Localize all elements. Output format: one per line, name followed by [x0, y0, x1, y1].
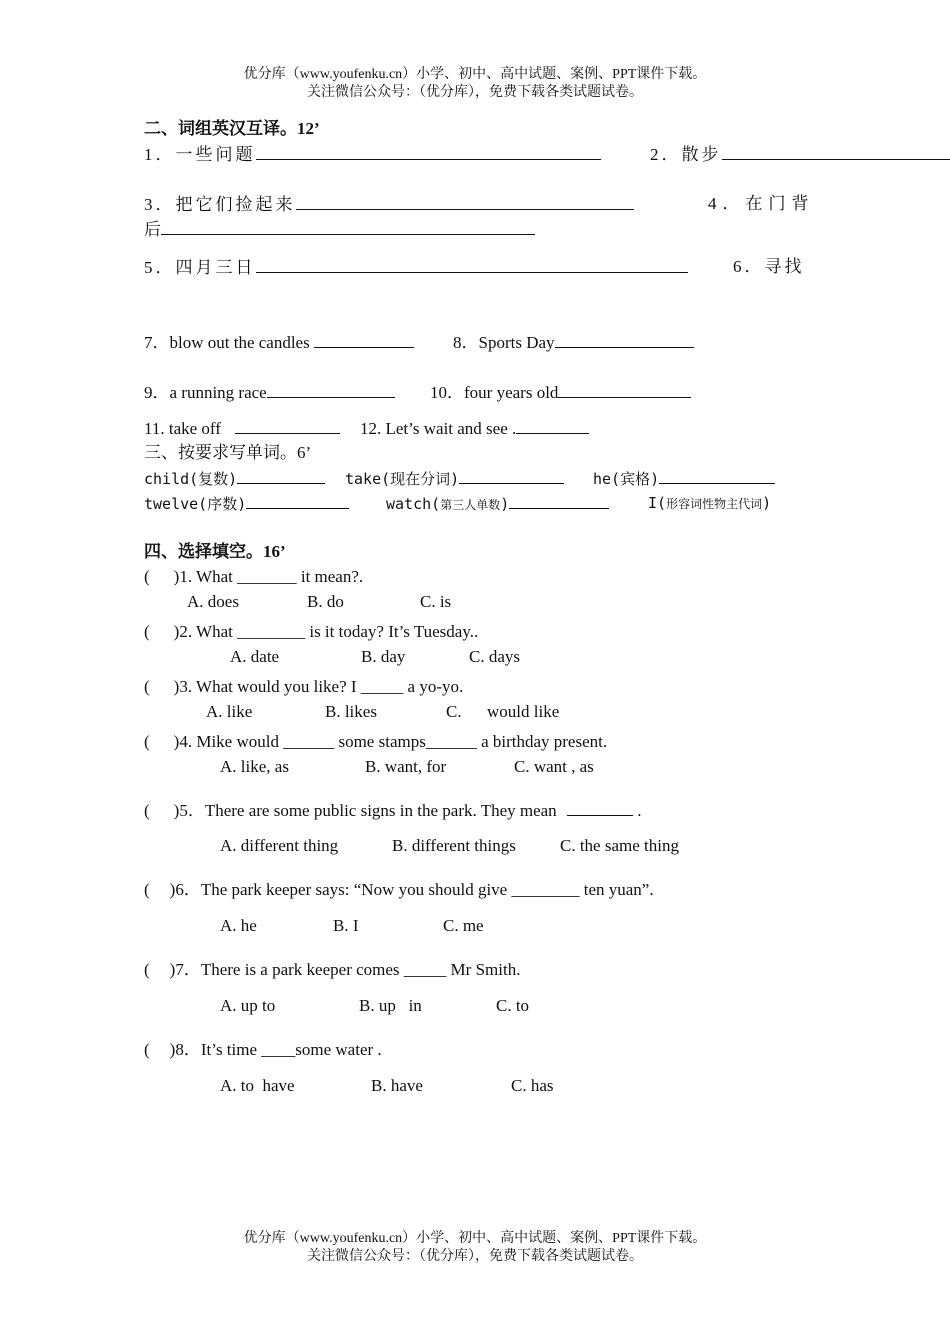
q5-stem: ( )5．There are some public signs in the park. They mean .	[144, 801, 642, 820]
section4-title: 四、选择填空。16’	[144, 542, 286, 561]
q7-option-c: C. to	[496, 996, 530, 1015]
q2-option-a: A. date	[230, 647, 280, 666]
s2-item-5: 5．四月三日	[144, 256, 688, 279]
q8-option-b: B. have	[371, 1076, 423, 1095]
s3-watch: watch(第三人单数)	[386, 492, 609, 516]
q6-option-a: A. he	[220, 916, 257, 935]
q4-option-a: A. like, as	[220, 757, 289, 776]
s2-item-6: 6．寻找	[733, 257, 805, 276]
q8-option-a: A. to have	[220, 1076, 295, 1095]
q6-option-c: C. me	[443, 916, 484, 935]
q6-stem: ( )6．The park keeper says: “Now you should give ________ ten yuan”.	[144, 880, 654, 899]
s2-item-7: 7．blow out the candles	[144, 331, 414, 354]
q7-stem: ( )7．There is a park keeper comes _____ Mr Smith.	[144, 960, 521, 979]
s3-he: he(宾格)	[593, 467, 775, 490]
q5-option-a: A. different thing	[220, 836, 339, 855]
q2-option-b: B. day	[361, 647, 406, 666]
s3-take: take(现在分词)	[345, 467, 564, 490]
s2-item-1: 1．一些问题	[144, 143, 601, 166]
page-footer-line1: 优分库（www.youfenku.cn）小学、初中、高中试题、案例、PPT课件下载。	[243, 1231, 707, 1246]
s2-item-2: 2．散步	[650, 143, 950, 166]
q1-stem: ( )1. What _______ it mean?.	[144, 567, 364, 586]
q1-option-a: A. does	[187, 592, 239, 611]
s2-item-4: 4．在门背	[708, 194, 815, 213]
q2-stem: ( )2. What ________ is it today? It’s Tuesday..	[144, 622, 479, 641]
q4-option-c: C. want , as	[514, 757, 594, 776]
s2-item-10: 10．four years old	[430, 381, 691, 404]
page-footer-line2: 关注微信公众号：（优分库），免费下载各类试题试卷。	[307, 1249, 643, 1264]
s2-item-12: 12. Let’s wait and see .	[360, 417, 589, 440]
q8-stem: ( )8．It’s time ____some water .	[144, 1040, 382, 1059]
q3-option-b: B. likes	[325, 702, 377, 721]
q3-stem: ( )3. What would you like? I _____ a yo-yo.	[144, 677, 464, 696]
s2-item-3: 3．把它们捡起来	[144, 193, 634, 216]
q4-stem: ( )4. Mike would ______ some stamps______ a birthday present.	[144, 732, 608, 751]
s3-i: I(形容词性物主代词)	[648, 494, 772, 512]
q6-option-b: B. I	[333, 916, 359, 935]
q7-option-a: A. up to	[220, 996, 276, 1015]
page-header-line1: 优分库（www.youfenku.cn）小学、初中、高中试题、案例、PPT课件下载。	[243, 67, 707, 82]
section2-title: 二、词组英汉互译。12’	[144, 119, 320, 138]
s3-child: child(复数)	[144, 467, 325, 490]
q1-option-b: B. do	[307, 592, 344, 611]
q5-option-c: C. the same thing	[560, 836, 679, 855]
q5-option-b: B. different things	[392, 836, 516, 855]
q1-option-c: C. is	[420, 592, 452, 611]
s2-item-9: 9．a running race	[144, 381, 395, 404]
q3-option-a: A. like	[206, 702, 253, 721]
s2-item-4-cont: 后	[144, 218, 535, 241]
s2-item-11: 11. take off	[144, 417, 340, 440]
section3-title: 三、按要求写单词。6’	[144, 443, 312, 462]
q7-option-b: B. up in	[359, 996, 422, 1015]
s2-item-8: 8．Sports Day	[453, 331, 694, 354]
q4-option-b: B. want, for	[365, 757, 447, 776]
q8-option-c: C. has	[511, 1076, 554, 1095]
q3-option-c: C.	[446, 702, 462, 721]
s3-twelve: twelve(序数)	[144, 492, 349, 515]
page-header-line2: 关注微信公众号：（优分库），免费下载各类试题试卷。	[307, 85, 643, 100]
q2-option-c: C. days	[469, 647, 520, 666]
q3-option-c-text: would like	[487, 702, 560, 721]
